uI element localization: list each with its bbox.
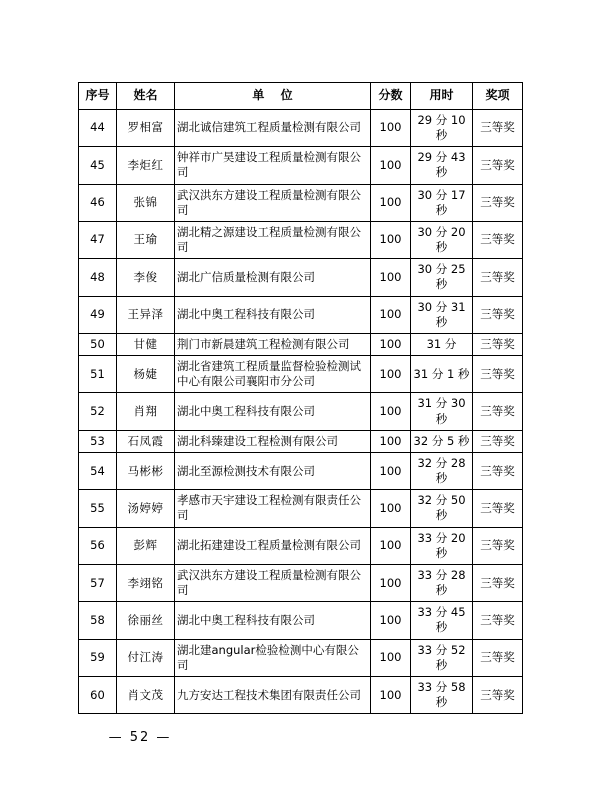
cell-unit: 湖北精之源建设工程质量检测有限公司 xyxy=(175,221,371,258)
page-number-text: — 52 — xyxy=(108,730,172,745)
cell-seq: 55 xyxy=(79,490,117,527)
table-row xyxy=(79,221,523,258)
cell-time: 30 分 25 秒 xyxy=(411,259,473,296)
cell-unit: 湖北中奥工程科技有限公司 xyxy=(175,393,371,430)
cell-time: 33 分 45 秒 xyxy=(411,602,473,639)
cell-seq: 60 xyxy=(79,676,117,713)
column-header-unit: 单 位 xyxy=(175,83,371,110)
table-row xyxy=(79,452,523,489)
table-row xyxy=(79,259,523,296)
table-row xyxy=(79,564,523,601)
table-row xyxy=(79,333,523,355)
cell-name: 李翊铭 xyxy=(117,564,175,601)
cell-time: 31 分 1 秒 xyxy=(411,356,473,393)
cell-score: 100 xyxy=(371,676,411,713)
cell-score: 100 xyxy=(371,452,411,489)
cell-award: 三等奖 xyxy=(473,639,523,676)
table-row xyxy=(79,184,523,221)
cell-unit: 孝感市天宇建设工程检测有限责任公司 xyxy=(175,490,371,527)
cell-score: 100 xyxy=(371,109,411,146)
cell-score: 100 xyxy=(371,296,411,333)
table-body xyxy=(79,109,523,714)
table-row xyxy=(79,296,523,333)
award-table xyxy=(78,82,523,714)
cell-award: 三等奖 xyxy=(473,356,523,393)
cell-seq: 49 xyxy=(79,296,117,333)
cell-award: 三等奖 xyxy=(473,490,523,527)
table-row xyxy=(79,430,523,452)
cell-unit: 武汉洪东方建设工程质量检测有限公司 xyxy=(175,564,371,601)
column-header-time: 用时 xyxy=(411,83,473,110)
cell-seq: 59 xyxy=(79,639,117,676)
cell-score: 100 xyxy=(371,527,411,564)
cell-unit: 湖北诚信建筑工程质量检测有限公司 xyxy=(175,109,371,146)
cell-unit: 湖北科臻建设工程检测有限公司 xyxy=(175,430,371,452)
cell-unit: 九方安达工程技术集团有限责任公司 xyxy=(175,676,371,713)
cell-score: 100 xyxy=(371,430,411,452)
cell-score: 100 xyxy=(371,602,411,639)
cell-time: 32 分 28 秒 xyxy=(411,452,473,489)
column-header-seq: 序号 xyxy=(79,83,117,110)
cell-name: 肖文茂 xyxy=(117,676,175,713)
table-row xyxy=(79,490,523,527)
page-number xyxy=(0,730,600,745)
cell-name: 李俊 xyxy=(117,259,175,296)
cell-time: 31 分 xyxy=(411,333,473,355)
cell-seq: 56 xyxy=(79,527,117,564)
cell-award: 三等奖 xyxy=(473,259,523,296)
table-header-row xyxy=(79,83,523,110)
cell-name: 王异泽 xyxy=(117,296,175,333)
award-table-container xyxy=(78,82,522,714)
cell-name: 张锦 xyxy=(117,184,175,221)
cell-unit: 荆门市新晨建筑工程检测有限公司 xyxy=(175,333,371,355)
cell-score: 100 xyxy=(371,221,411,258)
cell-award: 三等奖 xyxy=(473,676,523,713)
cell-seq: 46 xyxy=(79,184,117,221)
cell-name: 罗相富 xyxy=(117,109,175,146)
cell-unit: 钟祥市广昊建设工程质量检测有限公司 xyxy=(175,147,371,184)
cell-time: 33 分 20 秒 xyxy=(411,527,473,564)
cell-score: 100 xyxy=(371,184,411,221)
cell-unit: 武汉洪东方建设工程质量检测有限公司 xyxy=(175,184,371,221)
cell-name: 马彬彬 xyxy=(117,452,175,489)
cell-time: 32 分 5 秒 xyxy=(411,430,473,452)
cell-seq: 50 xyxy=(79,333,117,355)
cell-name: 王瑜 xyxy=(117,221,175,258)
cell-seq: 54 xyxy=(79,452,117,489)
cell-award: 三等奖 xyxy=(473,221,523,258)
cell-unit: 湖北拓建建设工程质量检测有限公司 xyxy=(175,527,371,564)
table-row xyxy=(79,639,523,676)
cell-seq: 44 xyxy=(79,109,117,146)
column-header-award: 奖项 xyxy=(473,83,523,110)
cell-award: 三等奖 xyxy=(473,527,523,564)
cell-award: 三等奖 xyxy=(473,147,523,184)
cell-name: 徐丽丝 xyxy=(117,602,175,639)
cell-award: 三等奖 xyxy=(473,564,523,601)
table-row xyxy=(79,602,523,639)
cell-time: 31 分 30 秒 xyxy=(411,393,473,430)
cell-score: 100 xyxy=(371,393,411,430)
cell-name: 杨婕 xyxy=(117,356,175,393)
cell-time: 33 分 52 秒 xyxy=(411,639,473,676)
cell-time: 33 分 58 秒 xyxy=(411,676,473,713)
cell-time: 30 分 17 秒 xyxy=(411,184,473,221)
cell-time: 33 分 28 秒 xyxy=(411,564,473,601)
cell-seq: 45 xyxy=(79,147,117,184)
column-header-name: 姓名 xyxy=(117,83,175,110)
cell-name: 李炬红 xyxy=(117,147,175,184)
cell-score: 100 xyxy=(371,490,411,527)
cell-award: 三等奖 xyxy=(473,109,523,146)
cell-unit: 湖北中奥工程科技有限公司 xyxy=(175,602,371,639)
cell-award: 三等奖 xyxy=(473,602,523,639)
cell-name: 石凤霞 xyxy=(117,430,175,452)
cell-seq: 53 xyxy=(79,430,117,452)
table-row xyxy=(79,356,523,393)
cell-score: 100 xyxy=(371,147,411,184)
cell-seq: 58 xyxy=(79,602,117,639)
cell-unit: 湖北广信质量检测有限公司 xyxy=(175,259,371,296)
cell-time: 32 分 50 秒 xyxy=(411,490,473,527)
cell-score: 100 xyxy=(371,333,411,355)
table-row xyxy=(79,393,523,430)
cell-unit: 湖北中奥工程科技有限公司 xyxy=(175,296,371,333)
cell-seq: 51 xyxy=(79,356,117,393)
cell-award: 三等奖 xyxy=(473,430,523,452)
cell-award: 三等奖 xyxy=(473,393,523,430)
table-row xyxy=(79,527,523,564)
cell-time: 30 分 31 秒 xyxy=(411,296,473,333)
cell-score: 100 xyxy=(371,356,411,393)
cell-seq: 47 xyxy=(79,221,117,258)
cell-score: 100 xyxy=(371,259,411,296)
cell-score: 100 xyxy=(371,639,411,676)
cell-unit: 湖北至源检测技术有限公司 xyxy=(175,452,371,489)
cell-name: 肖翔 xyxy=(117,393,175,430)
cell-time: 29 分 43 秒 xyxy=(411,147,473,184)
cell-award: 三等奖 xyxy=(473,296,523,333)
cell-time: 29 分 10 秒 xyxy=(411,109,473,146)
cell-seq: 52 xyxy=(79,393,117,430)
table-row xyxy=(79,676,523,713)
cell-name: 付江涛 xyxy=(117,639,175,676)
cell-time: 30 分 20 秒 xyxy=(411,221,473,258)
cell-seq: 48 xyxy=(79,259,117,296)
table-row xyxy=(79,147,523,184)
cell-unit: 湖北省建筑工程质量监督检验检测试中心有限公司襄阳市分公司 xyxy=(175,356,371,393)
cell-score: 100 xyxy=(371,564,411,601)
cell-name: 汤婷婷 xyxy=(117,490,175,527)
cell-unit: 湖北建angular检验检测中心有限公司 xyxy=(175,639,371,676)
column-header-score: 分数 xyxy=(371,83,411,110)
cell-award: 三等奖 xyxy=(473,333,523,355)
cell-name: 甘健 xyxy=(117,333,175,355)
table-header xyxy=(79,83,523,110)
cell-award: 三等奖 xyxy=(473,184,523,221)
cell-name: 彭辉 xyxy=(117,527,175,564)
cell-seq: 57 xyxy=(79,564,117,601)
cell-award: 三等奖 xyxy=(473,452,523,489)
table-row xyxy=(79,109,523,146)
